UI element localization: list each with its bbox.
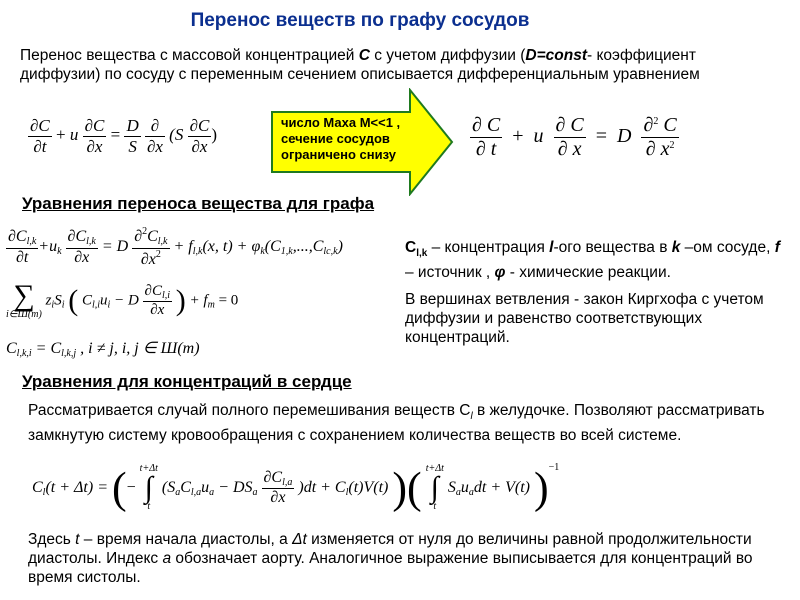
equation-kirchhoff: ∑ i∈Ш(m) $z_iS_i$ ( $C_{l,i}u_i - D$ $\frac{\partial C_{l,i}}{\partial x}$ ) + $f_m = 0$	[6, 279, 239, 320]
equation-concentration-equality: $C_{l,k,i} = C_{l,k,j}$ , i ≠ j, i, j ∈ Ш(m)	[6, 340, 200, 359]
equation-graph-transport: $\frac{\partial C_{l,k}}{\partial t}$ $+u_k$ $\frac{\partial C_{l,k}}{\partial x}$ = D $\frac{\partial^2C_{l,k}}{\partial x^2}$ + $f_{l,k}(x$, $t) + \varphi_k(C_{1,k},...,C_{lc,k})$	[8, 226, 343, 268]
intro-var-c: C	[358, 47, 370, 64]
equation-transport-variable-section: $\frac{\partial C}{\partial t}$ + u $\frac{\partial C}{\partial x}$ = $\frac{D}{S}$ $\frac{\partial}{\partial x}$ (S $\frac{\partial C}{\partial x}$ )	[30, 116, 218, 156]
heading-graph-equations: Уравнения переноса вещества для графа	[22, 194, 375, 213]
page-title: Перенос веществ по графу сосудов	[190, 10, 530, 31]
heart-paragraph-2: Здесь t – время начала диастолы, а Δt изменяется от нуля до величины равной продолжительности диастолы. Индекс a обозначает аорту. Аналогичное выражение выписывается для концентраций во время систолы.	[28, 531, 753, 586]
equation-constant-section: $\frac{\partial C}{\partial t}$ + u $\frac{\partial C}{\partial x}$ = D $\frac{\partial^2 C}{\partial x^2}$	[472, 114, 677, 160]
equation-heart-concentration: $C_l(t + \Delta t)$ = (− t+Δt ∫ t ($S_aC_{l,a}u_a - DS_a$ $\frac{\partial C_{l,a}}{\partial x}$ )$dt + C_l(t)V(t)$ )( t+Δt ∫ t $S_au_adt + V(t)$ )$^{-1}$	[32, 462, 560, 513]
callout-line-3: ограничено снизу	[281, 147, 396, 162]
callout-line-1: число Маха M<<1 ,	[281, 115, 401, 130]
callout-line-2: сечение сосудов	[281, 131, 390, 146]
graph-note-kirchhoff: В вершинах ветвления - закон Киргхофа с учетом диффузии и равенство соответствующих концентраций.	[405, 291, 764, 347]
intro-text-3: - коэффициент диффузии) по сосуду с переменным сечением описывается дифференциальным уравнением	[20, 47, 700, 83]
intro-paragraph	[20, 46, 700, 84]
intro-text-2: с учетом диффузии (	[369, 47, 526, 64]
graph-note-concentration: $C_{l,k}$ – концентрация l-ого вещества в k –ом сосуде, f – источник , φ - химические реакции.	[405, 239, 780, 282]
graph-notes	[405, 238, 785, 347]
heading-heart-equations: Уравнения для концентраций в сердце	[22, 372, 352, 391]
heart-paragraph-1: Рассматривается случай полного перемешивания веществ $C_l$ в желудочке. Позволяют рассматривать замкнутую систему кровообращения с сохранением количества веществ во всей системе.	[28, 402, 765, 445]
intro-d-const: D=const	[525, 47, 587, 64]
intro-text-1: Перенос вещества с массовой концентрацией	[20, 47, 359, 64]
callout-text	[281, 115, 431, 163]
